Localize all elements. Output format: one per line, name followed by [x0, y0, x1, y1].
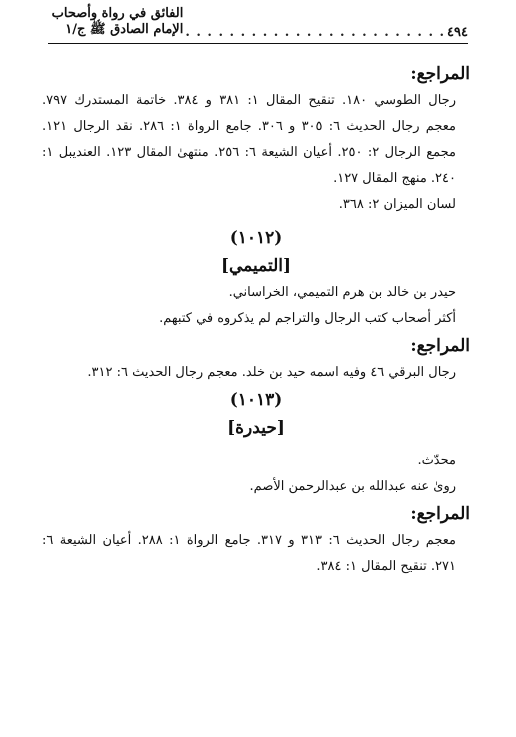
references-text: رجال الطوسي ١٨٠. تنقيح المقال ١: ٣٨١ و ٣٨٤. خاتمة المستدرك ٧٩٧. معجم رجال الحديث ٦: ٣٠٥ و ٣٠٦. جامع الرواة ١: ٢٨٦. نقد الرجال ١٢١. مجمع الرجال ٢: ٢٥٠. أعيان الشيعة ٦: ٢٥٦. منتهىٰ المقال ١٢٣. العنديبل ١: ٢٤٠. منهج المقال ١٢٧. — [42, 93, 457, 186]
header-dot-leader: . . . . . . . . . . . . . . . . . . . . . . . . — [185, 25, 446, 40]
references-text-continued: لسان الميزان ٢: ٣٦٨. — [338, 197, 456, 212]
references-heading: المراجع: — [410, 64, 470, 84]
page-body — [42, 60, 470, 580]
references-heading: المراجع: — [410, 336, 470, 356]
book-title: الفائق في رواة وأصحاب الإمام الصادق ﷺ ج/١ — [51, 6, 184, 37]
entry-line: روىٰ عنه عبدالله بن عبدالرحمن الأصم. — [249, 479, 456, 494]
entry-title: [التميمي] — [220, 256, 292, 276]
references-text: رجال البرقي ٤٦ وفيه اسمه حيد بن خلد. معجم رجال الحديث ٦: ٣١٢. — [87, 365, 456, 380]
references-heading: المراجع: — [410, 504, 470, 524]
entry-line: محدّث. — [417, 453, 456, 468]
page-number: ٤٩٤ — [447, 25, 468, 40]
references-text: معجم رجال الحديث ٦: ٣١٣ و ٣١٧. جامع الرواة ١: ٢٨٨. أعيان الشيعة ٦: ٢٧١. تنقيح المقال ١: ٣٨٤. — [42, 533, 457, 574]
entry-number: (١٠١٢) — [229, 228, 283, 248]
running-header — [48, 6, 468, 44]
entry-number: (١٠١٣) — [229, 390, 283, 410]
entry-title: [حيدرة] — [227, 418, 285, 438]
entry-line: أكثر أصحاب كتب الرجال والتراجم لم يذكروه في كتبهم. — [159, 311, 456, 326]
entry-line: حيدر بن خالد بن هرم التميمي، الخراساني. — [228, 285, 456, 300]
